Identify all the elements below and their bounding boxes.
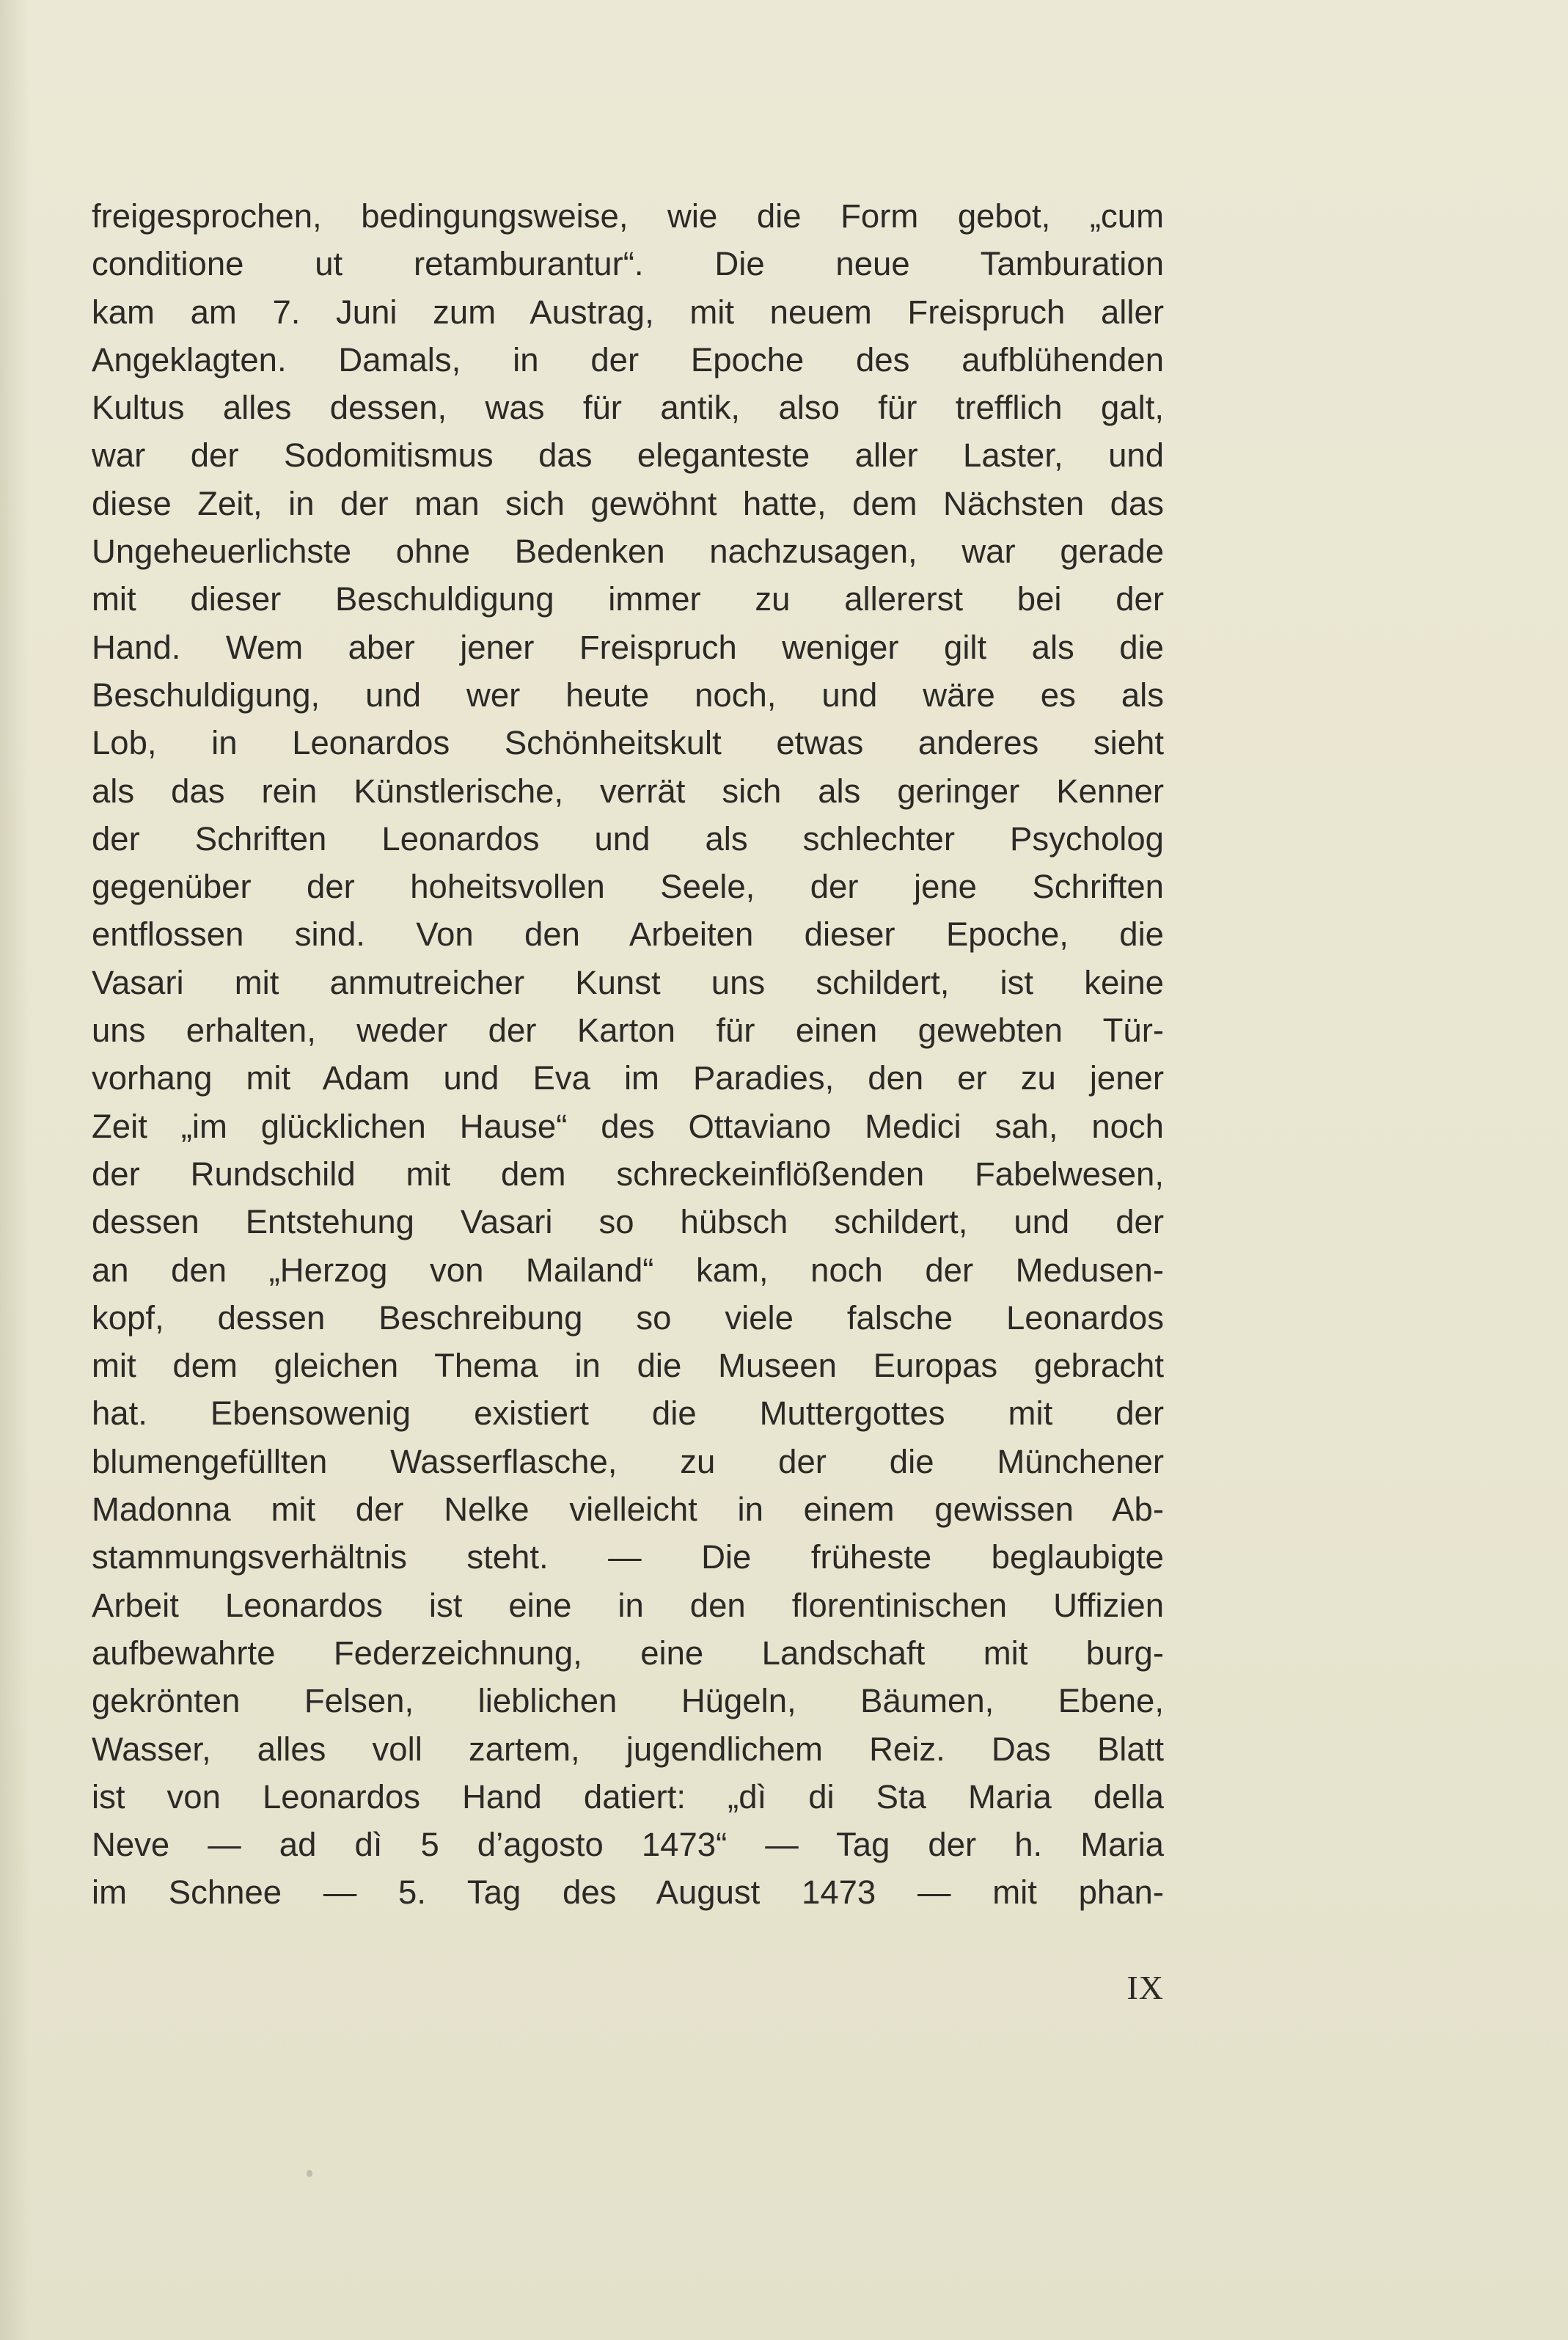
text-line: der Rundschild mit dem schreckeinflößenden Fabelwesen, xyxy=(92,1155,1164,1193)
text-line: Kultus alles dessen, was für antik, also für trefflich galt, xyxy=(92,389,1164,427)
text-line: conditione ut retamburantur“. Die neue Tamburation xyxy=(92,245,1164,283)
text-line: hat. Ebensowenig existiert die Muttergottes mit der xyxy=(92,1394,1164,1433)
text-line: kopf, dessen Beschreibung so viele falsche Leonardos xyxy=(92,1298,1164,1337)
text-line: Lob, in Leonardos Schönheitskult etwas anderes sieht xyxy=(92,724,1164,762)
page-number: IX xyxy=(1126,1969,1164,2006)
text-line: Hand. Wem aber jener Freispruch weniger gilt als die xyxy=(92,628,1164,666)
text-line: stammungsverhältnis steht. — Die früheste beglaubigte xyxy=(92,1538,1164,1576)
text-line: Angeklagten. Damals, in der Epoche des aufblühenden xyxy=(92,340,1164,379)
text-line: mit dieser Beschuldigung immer zu allererst bei der xyxy=(92,580,1164,618)
text-line: dessen Entstehung Vasari so hübsch schildert, und der xyxy=(92,1203,1164,1241)
text-line: als das rein Künstlerische, verrät sich als geringer Kenner xyxy=(92,772,1164,810)
text-line: Ungeheuerlichste ohne Bedenken nachzusagen, war gerade xyxy=(92,533,1164,571)
text-line: mit dem gleichen Thema in die Museen Europas gebracht xyxy=(92,1347,1164,1385)
text-line: entflossen sind. Von den Arbeiten dieser Epoche, die xyxy=(92,915,1164,954)
text-line: Vasari mit anmutreicher Kunst uns schildert, ist keine xyxy=(92,963,1164,1001)
text-line: der Schriften Leonardos und als schlechter Psycholog xyxy=(92,819,1164,858)
text-line: gegenüber der hoheitsvollen Seele, der jene Schriften xyxy=(92,868,1164,906)
text-line: vorhang mit Adam und Eva im Paradies, den er zu jener xyxy=(92,1059,1164,1097)
text-line: kam am 7. Juni zum Austrag, mit neuem Freispruch aller xyxy=(92,293,1164,331)
text-line: blumengefüllten Wasserflasche, zu der die Münchener xyxy=(92,1442,1164,1480)
text-line: Zeit „im glücklichen Hause“ des Ottaviano Medici sah, noch xyxy=(92,1107,1164,1145)
text-line: uns erhalten, weder der Karton für einen gewebten Tür- xyxy=(92,1012,1164,1050)
body-text xyxy=(92,192,1164,1917)
text-line: Neve — ad dì 5 d’agosto 1473“ — Tag der h. Maria xyxy=(92,1826,1164,1864)
text-line: Arbeit Leonardos ist eine in den florentinischen Uffizien xyxy=(92,1586,1164,1624)
text-line: Beschuldigung, und wer heute noch, und wäre es als xyxy=(92,676,1164,714)
text-line: war der Sodomitismus das eleganteste aller Laster, und xyxy=(92,436,1164,475)
text-line: ist von Leonardos Hand datiert: „dì di Sta Maria della xyxy=(92,1777,1164,1816)
text-line: Wasser, alles voll zartem, jugendlichem Reiz. Das Blatt xyxy=(92,1730,1164,1768)
text-line: an den „Herzog von Mailand“ kam, noch der Medusen- xyxy=(92,1251,1164,1289)
text-line: Madonna mit der Nelke vielleicht in einem gewissen Ab- xyxy=(92,1491,1164,1529)
text-line: gekrönten Felsen, lieblichen Hügeln, Bäumen, Ebene, xyxy=(92,1682,1164,1720)
text-line: diese Zeit, in der man sich gewöhnt hatte, dem Nächsten das xyxy=(92,484,1164,522)
text-line: im Schnee — 5. Tag des August 1473 — mit phan- xyxy=(92,1873,1164,1912)
paper-speck xyxy=(307,2170,312,2177)
text-line: freigesprochen, bedingungsweise, wie die Form gebot, „cum xyxy=(92,197,1164,235)
text-line: aufbewahrte Federzeichnung, eine Landschaft mit burg- xyxy=(92,1634,1164,1672)
